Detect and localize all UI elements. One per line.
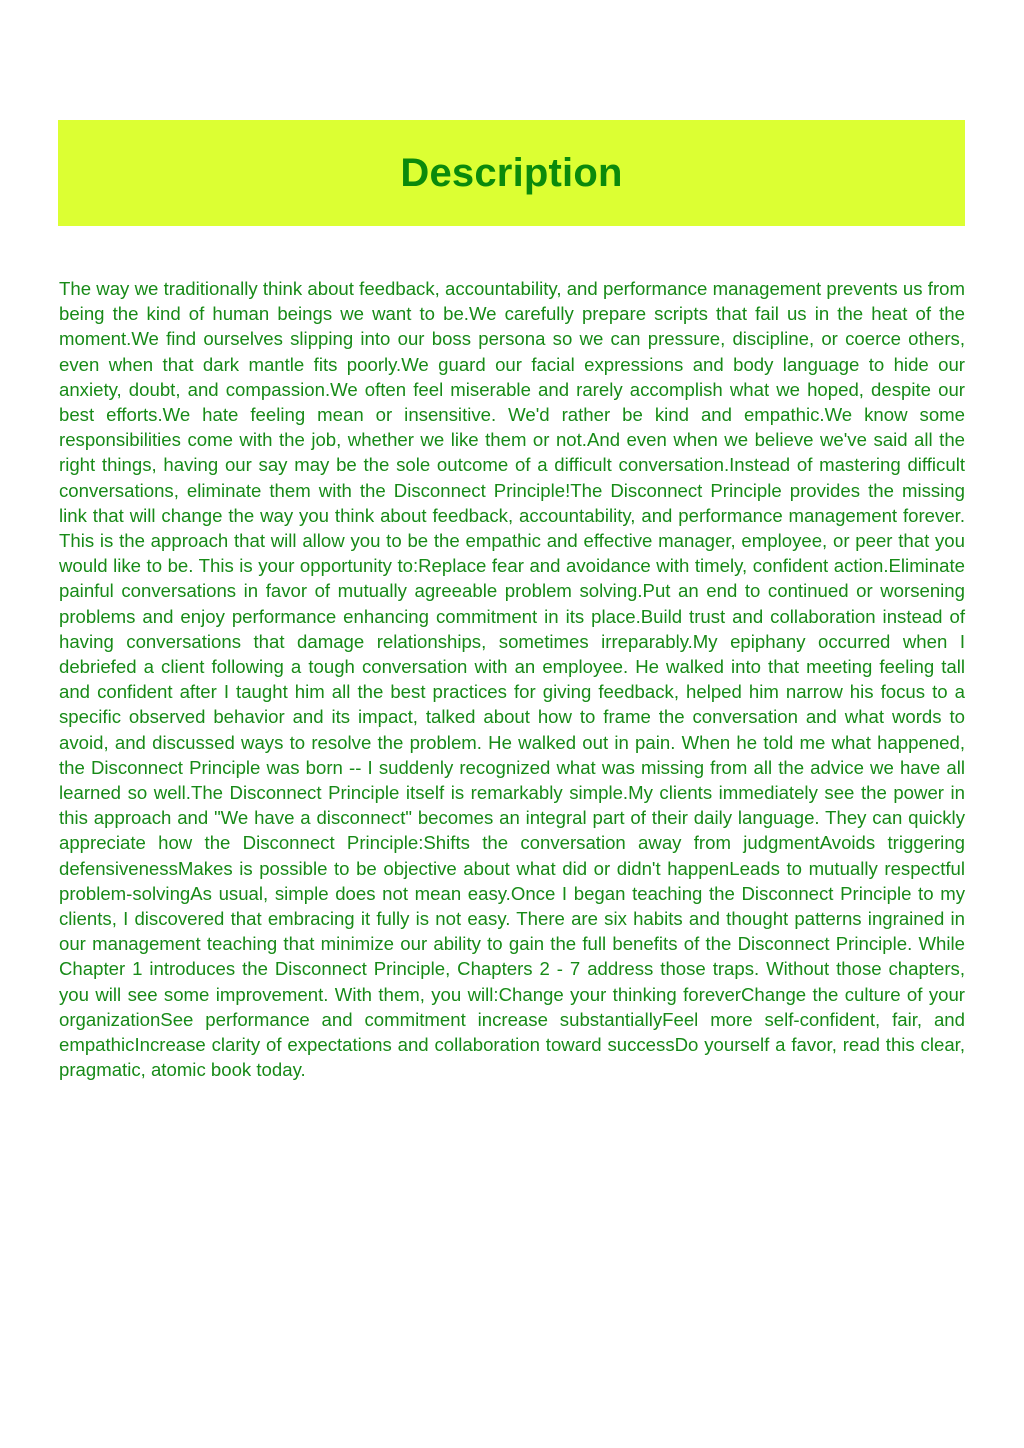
description-paragraph: The way we traditionally think about feedback, accountability, and performance management prevents us from being the kind of human beings we want to be.We carefully prepare scripts that fail us in the heat of the moment.We find ourselves slipping into our boss persona so we can pressure, discipline, or coerce others, even when that dark mantle fits poorly.We guard our facial expressions and body language to hide our anxiety, doubt, and compassion.We often feel miserable and rarely accomplish what we hoped, despite our best efforts.We hate feeling mean or insensitive. We'd rather be kind and empathic.We know some responsibilities come with the job, whether we like them or not.And even when we believe we've said all the right things, having our say may be the sole outcome of a difficult conversation.Instead of mastering difficult conversations, eliminate them with the Disconnect Principle!The Disconnect Principle provides the missing link that will change the way you think about feedback, accountability, and performance management forever. This is the approach that will allow you to be the empathic and effective manager, employee, or peer that you would like to be. This is your opportunity to:Replace fear and avoidance with timely, confident action.Eliminate painful conversations in favor of mutually agreeable problem solving.Put an end to continued or worsening problems and enjoy performance enhancing commitment in its place.Build trust and collaboration instead of having conversations that damage relationships, sometimes irreparably.My epiphany occurred when I debriefed a client following a tough conversation with an employee. He walked into that meeting feeling tall and confident after I taught him all the best practices for giving feedback, helped him narrow his focus to a specific observed behavior and its impact, talked about how to frame the conversation and what words to avoid, and discussed ways to resolve the problem. He walked out in pain. When he told me what happened, the Disconnect Principle was born -- I suddenly recognized what was missing from all the advice we have all learned so well.The Disconnect Principle itself is remarkably simple.My clients immediately see the power in this approach and "We have a disconnect" becomes an integral part of their daily language. They can quickly appreciate how the Disconnect Principle:Shifts the conversation away from judgmentAvoids triggering defensivenessMakes is possible to be objective about what did or didn't happenLeads to mutually respectful problem-solvingAs usual, simple does not mean easy.Once I began teaching the Disconnect Principle to my clients, I discovered that embracing it fully is not easy. There are six habits and thought patterns ingrained in our management teaching that minimize our ability to gain the full benefits of the Disconnect Principle. While Chapter 1 introduces the Disconnect Principle, Chapters 2 - 7 address those traps. Without those chapters, you will see some improvement. With them, you will:Change your thinking foreverChange the culture of your organizationSee performance and commitment increase substantiallyFeel more self-confident, fair, and empathicIncrease clarity of expectations and collaboration toward successDo yourself a favor, read this clear, pragmatic, atomic book today. bbox=[59, 278, 965, 1081]
header-band bbox=[58, 120, 965, 226]
page-title: Description bbox=[400, 150, 623, 195]
